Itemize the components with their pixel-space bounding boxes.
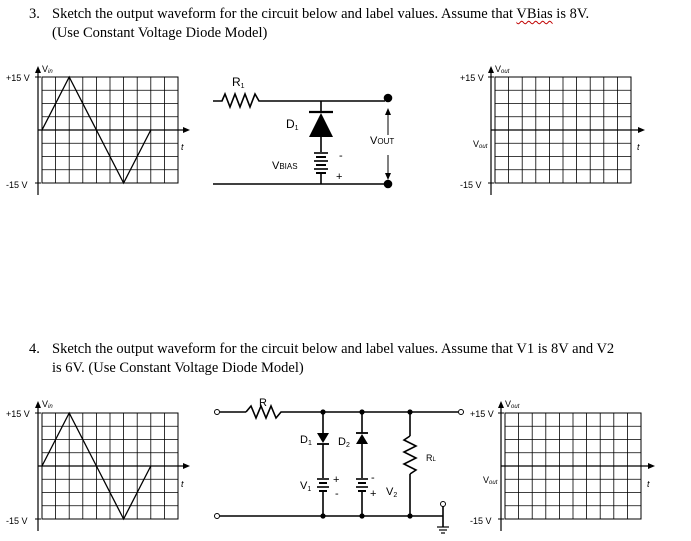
label-v2: V2 [386,486,398,499]
q4-output-graph [470,399,655,531]
question-4-number: 4. [29,341,40,357]
x-axis-label: t [637,142,640,152]
label-r: R [259,397,267,409]
label-minus15: -15 V [6,516,28,526]
label-v2-plus: + [370,488,377,500]
resistor-r1 [213,94,263,107]
circuit-3 [213,94,395,188]
diode-d2 [356,434,368,444]
label-v1-minus: - [335,488,339,500]
label-v2-minus: - [371,472,375,484]
label-plus15: +15 V [470,409,494,419]
output-terminal-top [385,95,392,102]
x-axis-label: t [181,479,184,489]
label-d1: D1 [300,434,312,447]
label-vbias: VBIAS [272,160,298,172]
ground-terminal [441,502,446,507]
x-axis-label: t [181,142,184,152]
label-minus15: -15 V [460,180,482,190]
x-axis-arrow [183,463,190,469]
output-terminal-bottom [385,181,392,188]
circuit-4 [215,406,464,533]
label-rl: RL [426,453,436,463]
label-d2: D2 [338,436,350,449]
y-axis-arrow [488,66,494,73]
y-axis-arrow [498,401,504,408]
x-axis-arrow [648,463,655,469]
label-d1: D1 [286,117,299,132]
y-axis-arrow [35,401,41,408]
input-terminal-bottom [215,514,220,519]
y-axis-label: Vin [42,399,53,410]
output-terminal-top [459,410,464,415]
label-bias-minus: - [339,150,343,162]
q4-input-graph [6,399,190,531]
resistor-rl [404,436,416,474]
label-r1: R1 [232,75,245,90]
label-v1-plus: + [333,474,340,486]
x-axis-arrow [183,127,190,133]
vout-axis-label: Vout [483,475,498,486]
q3-input-graph [6,64,190,195]
diode-d1 [317,433,329,443]
x-axis-label: t [647,479,650,489]
question-3-number: 3. [29,6,40,22]
y-axis-arrow [35,66,41,73]
label-minus15: -15 V [470,516,492,526]
q3-output-graph [460,64,645,195]
question-4-line-2: is 6V. (Use Constant Voltage Diode Model) [52,360,304,376]
label-bias-plus: + [336,171,343,183]
input-terminal-top [215,410,220,415]
y-axis-label: Vin [42,64,53,75]
label-v1: V1 [300,480,312,493]
y-axis-label: Vout [495,64,510,75]
question-3-line-1: Sketch the output waveform for the circuit below and label values. Assume that VBias is 8V. [52,6,590,22]
label-plus15: +15 V [6,409,30,419]
spellcheck-flag[interactable]: VBias [516,6,553,22]
y-axis-label: Vout [505,399,520,410]
label-vout: VOUT [370,135,395,147]
label-minus15: -15 V [6,180,28,190]
x-axis-arrow [638,127,645,133]
label-plus15: +15 V [6,73,30,83]
label-plus15: +15 V [460,73,484,83]
question-3-line-2: (Use Constant Voltage Diode Model) [52,25,268,41]
diode-d1 [309,113,333,137]
question-4-line-1: Sketch the output waveform for the circuit below and label values. Assume that V1 is 8V and V2 [52,341,615,357]
vout-axis-label: Vout [473,139,488,150]
